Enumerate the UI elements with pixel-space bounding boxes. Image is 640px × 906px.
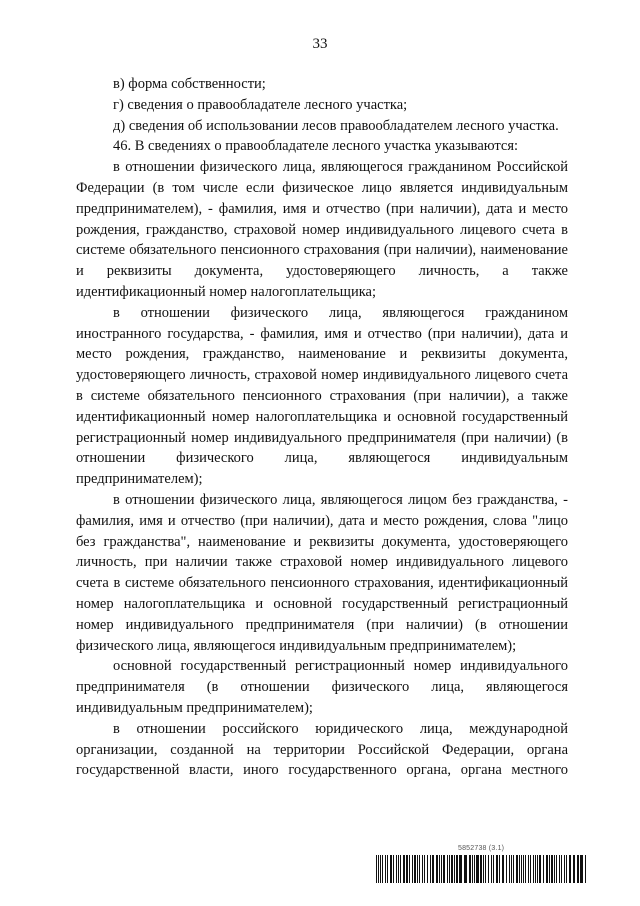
paragraph-stateless-person: в отношении физического лица, являющегося лицом без гражданства, - фамилия, имя и отчество (при наличии), дата и место рождения, слова "лицо без гражданства", наименование и реквизиты документа, удостоверяющего личность, при наличии также страховой номер индивидуального лицевого счета в системе обязательного пенсионного страхования, идентификационный номер налогоплательщика и основной государственный регистрационный номер индивидуального предпринимателя (при наличии) (в отношении физического лица, являющегося индивидуальным предпринимателем);: [76, 491, 568, 654]
paragraph-legal-entity: в отношении российского юридического лица, международной организации, созданной на территории Российской Федерации, органа государственной власти, иного государственного органа, органа местного: [76, 720, 568, 779]
paragraph-ownership-form: в) форма собственности;: [113, 76, 266, 92]
paragraph-item-46: 46. В сведениях о правообладателе лесного участка указываются:: [113, 138, 519, 155]
paragraph-foreign-citizen: в отношении физического лица, являющегося гражданином иностранного государства, - фамилия, имя и отчество (при наличии), дата и место рождения, гражданство, наименование и реквизиты документа, удостоверяющего личность, страховой номер индивидуального лицевого счета в системе обязательного пенсионного страхования (при наличии), а также идентификационный номер налогоплательщика и основной государственный регистрационный номер индивидуального предпринимателя (при наличии) (в отношении физического лица, являющегося индивидуальным предпринимателем);: [76, 304, 568, 488]
paragraph-rightholder-info: г) сведения о правообладателе лесного участка;: [113, 96, 408, 113]
barcode-image: [376, 855, 590, 883]
page-number: 33: [312, 36, 328, 52]
paragraph-russian-citizen: в отношении физического лица, являющегося гражданином Российской Федерации (в том числе если физическое лицо является индивидуальным предпринимателем), - фамилия, имя и отчество (при наличии), дата и место рождения, гражданство, страховой номер индивидуального лицевого счета в системе обязательного пенсионного страхования (при наличии), наименование и реквизиты документа, удостоверяющего личность, а также идентификационный номер налогоплательщика;: [76, 159, 568, 300]
paragraph-ogrnip: основной государственный регистрационный номер индивидуального предпринимателя (в отношении физического лица, являющегося индивидуальным предпринимателем);: [76, 658, 568, 716]
document-code: 5852738 (3.1): [458, 845, 505, 852]
document-body: [76, 74, 568, 781]
paragraph-forest-use-info: д) сведения об использовании лесов правообладателем лесного участка.: [113, 117, 559, 134]
